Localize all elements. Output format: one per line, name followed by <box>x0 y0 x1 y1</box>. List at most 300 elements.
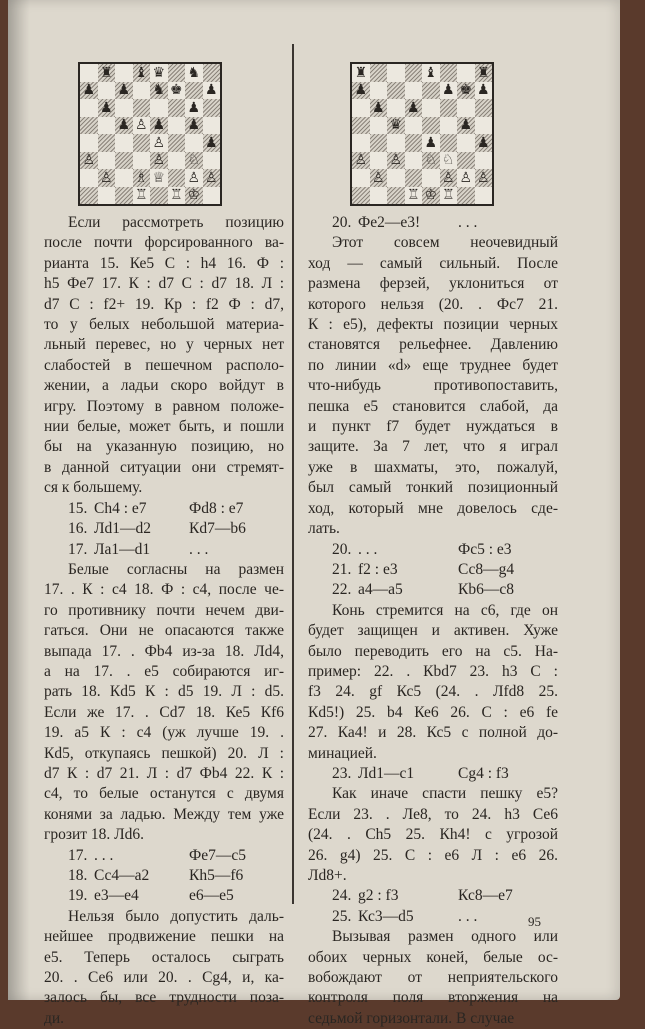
black-move: . . . <box>189 540 209 558</box>
board-square <box>387 99 405 117</box>
board-square <box>133 64 151 82</box>
white-move: Лd1—с1 <box>358 764 415 782</box>
board-square <box>80 99 98 117</box>
text-line: вобождают от неприятельского <box>308 969 558 987</box>
chess-piece-icon: ♟ <box>82 82 96 99</box>
chess-piece-icon: ♙ <box>459 169 473 186</box>
board-square <box>457 169 475 187</box>
text-line: становятся рельефнее. Давлению <box>308 336 558 354</box>
board-square <box>457 99 475 117</box>
empty-square <box>440 117 458 135</box>
board-square <box>405 99 423 117</box>
empty-square <box>457 134 475 152</box>
text-line: 19. а5 К : с4 (уж лучше 19. . <box>44 724 284 742</box>
board-square <box>98 117 116 135</box>
chess-piece-icon: ♟ <box>117 82 131 99</box>
board-square <box>352 64 370 82</box>
text-line: а на 17. . е5 собираются иг- <box>44 662 284 680</box>
move-line <box>308 540 558 560</box>
board-square <box>168 152 186 170</box>
empty-square <box>98 187 116 205</box>
empty-square <box>457 187 475 205</box>
left-column-text <box>44 213 284 1029</box>
text-line: по линии «d» еще труднее будет <box>308 356 558 374</box>
empty-square <box>80 64 98 82</box>
column-divider <box>292 44 294 904</box>
empty-square <box>422 99 440 117</box>
chess-piece-icon: ♕ <box>152 169 166 186</box>
white-move: Ла1—d1 <box>94 540 151 558</box>
board-square <box>133 169 151 187</box>
board-square <box>405 82 423 100</box>
move-line <box>308 560 558 580</box>
text-line: льный перевес, но у черных нет <box>44 336 284 354</box>
empty-square <box>405 64 423 82</box>
black-move: Фс5 : е3 <box>458 540 512 558</box>
text-line: Кd5, откупаясь пешкой) 20. Л : <box>44 744 284 762</box>
board-square <box>185 99 203 117</box>
empty-square <box>133 134 151 152</box>
empty-square <box>115 134 133 152</box>
white-move: Сh4 : е7 <box>94 499 147 517</box>
chess-diagram-left <box>78 62 222 206</box>
empty-square <box>80 134 98 152</box>
board-square <box>133 99 151 117</box>
board-square <box>185 152 203 170</box>
move-number: 16. <box>68 520 88 538</box>
board-square <box>352 134 370 152</box>
board-square <box>80 82 98 100</box>
board-square <box>133 187 151 205</box>
text-line: жении, а ладьи скоро войдут в <box>44 377 284 395</box>
chess-piece-icon: ♙ <box>371 169 385 186</box>
board-square <box>168 117 186 135</box>
board-square <box>457 134 475 152</box>
empty-square <box>115 99 133 117</box>
board-square <box>203 134 221 152</box>
board-square <box>475 64 493 82</box>
move-number: 17. <box>68 846 88 864</box>
board-square <box>440 99 458 117</box>
board-square <box>370 152 388 170</box>
board-square <box>405 187 423 205</box>
board-square <box>440 134 458 152</box>
board-square <box>185 187 203 205</box>
empty-square <box>185 134 203 152</box>
board-square <box>352 169 370 187</box>
empty-square <box>387 187 405 205</box>
text-line: которого нельзя (20. . Фс7 21. <box>308 295 558 313</box>
empty-square <box>80 117 98 135</box>
empty-square <box>185 82 203 100</box>
empty-square <box>168 152 186 170</box>
chess-piece-icon: ♙ <box>82 152 96 169</box>
empty-square <box>387 99 405 117</box>
board-square <box>405 152 423 170</box>
empty-square <box>98 117 116 135</box>
text-line: и пункт f7 будет нуждаться в <box>308 418 558 436</box>
white-move: . . . <box>94 846 114 864</box>
chess-piece-icon: ♝ <box>134 64 148 81</box>
empty-square <box>150 99 168 117</box>
text-line: нии белые, может быть, и пошли <box>44 418 284 436</box>
board-square <box>98 82 116 100</box>
text-line: К : е5), дефекты позиции черных <box>308 316 558 334</box>
black-move: Кb6—с8 <box>458 581 514 599</box>
chess-piece-icon: ♗ <box>134 169 148 186</box>
board-square <box>168 99 186 117</box>
board-square <box>440 82 458 100</box>
board-square <box>440 64 458 82</box>
text-line: седьмой горизонтали. В случае <box>308 1009 515 1027</box>
board-square <box>150 152 168 170</box>
board-square <box>440 169 458 187</box>
board-square <box>422 134 440 152</box>
move-line <box>44 846 284 866</box>
chess-piece-icon: ♖ <box>441 187 455 204</box>
white-move: f2 : е3 <box>358 560 398 578</box>
board-square <box>352 82 370 100</box>
text-line: f3 24. gf Кс5 (24. . Лfd8 25. <box>308 683 558 701</box>
empty-square <box>387 169 405 187</box>
chess-piece-icon: ♘ <box>187 152 201 169</box>
empty-square <box>370 117 388 135</box>
board-square <box>457 82 475 100</box>
empty-square <box>370 152 388 170</box>
empty-square <box>387 64 405 82</box>
empty-square <box>475 187 493 205</box>
board-square <box>80 64 98 82</box>
text-line: Если же 17. . Сd7 18. Ке5 Кf6 <box>44 703 284 721</box>
empty-square <box>352 187 370 205</box>
chess-piece-icon: ♙ <box>389 152 403 169</box>
board-square <box>115 82 133 100</box>
text-line: е5. Теперь осталось сыграть <box>44 948 284 966</box>
text-line: будет защищен и активен. Хуже <box>308 622 558 640</box>
move-number: 23. <box>332 764 352 782</box>
board-square <box>133 134 151 152</box>
chess-piece-icon: ♙ <box>187 169 201 186</box>
text-line: грозит 18. Лd6. <box>44 826 145 844</box>
chess-piece-icon: ♙ <box>354 152 368 169</box>
empty-square <box>80 187 98 205</box>
board-square <box>422 187 440 205</box>
empty-square <box>98 152 116 170</box>
board-square <box>115 64 133 82</box>
chess-piece-icon: ♙ <box>204 169 218 186</box>
move-line <box>308 886 558 906</box>
empty-square <box>115 187 133 205</box>
chess-piece-icon: ♚ <box>169 82 183 99</box>
board-square <box>370 64 388 82</box>
page-number: 95 <box>528 914 541 929</box>
empty-square <box>133 99 151 117</box>
board-square <box>185 117 203 135</box>
black-move: . . . <box>458 214 478 231</box>
text-line: контроля поля вторжения на <box>308 989 558 1007</box>
board-square <box>387 187 405 205</box>
empty-square <box>168 99 186 117</box>
chess-piece-icon: ♟ <box>187 99 201 116</box>
board-square <box>370 117 388 135</box>
text-line: d7 К : d7 21. Л : d7 Фb4 22. К : <box>44 764 284 782</box>
empty-square <box>405 82 423 100</box>
text-line: слабостей в пешечном располо- <box>44 356 284 374</box>
empty-square <box>203 187 221 205</box>
chess-piece-icon: ♝ <box>424 64 438 81</box>
empty-square <box>440 134 458 152</box>
board-square <box>422 64 440 82</box>
move-number: 20. <box>332 214 352 231</box>
empty-square <box>203 64 221 82</box>
empty-square <box>168 64 186 82</box>
board-square <box>115 117 133 135</box>
board-square <box>115 187 133 205</box>
text-line: d7 С : f2+ 19. Кр : f2 Ф : d7, <box>44 295 284 313</box>
chess-piece-icon: ♛ <box>152 64 166 81</box>
board-square <box>80 134 98 152</box>
board-square <box>422 99 440 117</box>
chess-piece-icon: ♟ <box>204 82 218 99</box>
empty-square <box>168 169 186 187</box>
board-square <box>387 64 405 82</box>
white-move: а4—а5 <box>358 581 403 599</box>
chess-piece-icon: ♟ <box>459 117 473 134</box>
board-square <box>457 117 475 135</box>
board-square <box>115 134 133 152</box>
empty-square <box>115 64 133 82</box>
chess-piece-icon: ♞ <box>152 82 166 99</box>
board-square <box>203 99 221 117</box>
chess-piece-icon: ♟ <box>187 117 201 134</box>
text-line: h5 Фе7 17. К : d7 С : d7 18. Л : <box>44 275 284 293</box>
empty-square <box>115 169 133 187</box>
board-square <box>370 134 388 152</box>
board-square <box>422 169 440 187</box>
text-line: гаться. Они не опасаются также <box>44 622 284 640</box>
text-line: Конь стремится на с6, где он <box>332 601 558 619</box>
board-square <box>475 152 493 170</box>
board-square <box>115 169 133 187</box>
board-square <box>405 169 423 187</box>
text-line: размена ферзей, уклониться от <box>308 275 558 293</box>
chess-piece-icon: ♜ <box>99 64 113 81</box>
move-line <box>308 907 558 927</box>
text-line: нейшее продвижение пешки на <box>44 928 284 946</box>
board-square <box>98 152 116 170</box>
move-number: 19. <box>68 887 88 905</box>
board-square <box>405 134 423 152</box>
text-line: залось бы, все трудности поза- <box>44 989 284 1007</box>
chess-piece-icon: ♟ <box>117 117 131 134</box>
chess-piece-icon: ♟ <box>99 99 113 116</box>
board-square <box>185 64 203 82</box>
board-square <box>98 187 116 205</box>
black-move: Кh5—f6 <box>189 867 244 884</box>
text-line: бы на указанную позицию, но <box>44 438 284 456</box>
empty-square <box>457 99 475 117</box>
board-square <box>168 134 186 152</box>
chess-piece-icon: ♙ <box>152 152 166 169</box>
board-square <box>352 117 370 135</box>
white-move: g2 : f3 <box>358 887 399 905</box>
black-move: Сg4 : f3 <box>458 764 509 782</box>
board-square <box>115 152 133 170</box>
white-move: . . . <box>358 540 378 558</box>
text-line: игру. Поэтому в равном положе- <box>44 397 284 415</box>
text-line: уже в шахматы, это, пожалуй, <box>308 458 558 476</box>
board-square <box>475 134 493 152</box>
board-square <box>150 99 168 117</box>
black-move: Кd7—b6 <box>189 520 246 538</box>
chess-piece-icon: ♟ <box>204 134 218 151</box>
board-square <box>352 99 370 117</box>
text-line: конями за ладью. Между тем уже <box>44 805 284 823</box>
board-square <box>203 169 221 187</box>
chess-piece-icon: ♔ <box>187 187 201 204</box>
chess-piece-icon: ♚ <box>459 82 473 99</box>
move-number: 18. <box>68 867 88 884</box>
empty-square <box>98 82 116 100</box>
chess-piece-icon: ♔ <box>424 187 438 204</box>
text-line: обоих черных коней, белые ос- <box>308 948 558 966</box>
chess-piece-icon: ♖ <box>169 187 183 204</box>
white-move: Лd1—d2 <box>94 520 152 538</box>
empty-square <box>150 187 168 205</box>
board-square <box>150 117 168 135</box>
board-square <box>80 169 98 187</box>
board-square <box>185 169 203 187</box>
empty-square <box>133 82 151 100</box>
chess-piece-icon: ♟ <box>441 82 455 99</box>
board-square <box>440 117 458 135</box>
text-line: Белые согласны на размен <box>68 560 284 578</box>
board-square <box>80 152 98 170</box>
empty-square <box>440 64 458 82</box>
text-line: Этот совсем неочевидный <box>332 234 558 252</box>
board-square <box>203 82 221 100</box>
text-line: Если рассмотреть позицию <box>68 214 284 231</box>
board-square <box>457 152 475 170</box>
empty-square <box>203 152 221 170</box>
chess-piece-icon: ♟ <box>476 134 490 151</box>
board-square <box>203 152 221 170</box>
chess-piece-icon: ♖ <box>134 187 148 204</box>
black-move: Фd8 : е7 <box>189 499 244 517</box>
board-square <box>98 169 116 187</box>
move-line <box>308 213 558 233</box>
empty-square <box>405 169 423 187</box>
board-square <box>370 99 388 117</box>
chess-piece-icon: ♙ <box>152 134 166 151</box>
move-line <box>44 540 284 560</box>
text-line: лать. <box>308 520 340 538</box>
board-square <box>168 82 186 100</box>
empty-square <box>168 134 186 152</box>
board-square <box>370 82 388 100</box>
empty-square <box>370 82 388 100</box>
text-line: ся к большему. <box>44 479 143 497</box>
board-square <box>80 117 98 135</box>
text-line: ди. <box>44 1009 65 1027</box>
empty-square <box>80 99 98 117</box>
board-square <box>352 187 370 205</box>
move-line <box>308 764 558 784</box>
empty-square <box>422 82 440 100</box>
board-square <box>150 187 168 205</box>
empty-square <box>475 99 493 117</box>
text-line: Если 23. . Ле8, то 24. h3 Се6 <box>308 805 558 823</box>
board-square <box>203 64 221 82</box>
white-move: е3—е4 <box>94 887 139 905</box>
board-square <box>475 117 493 135</box>
empty-square <box>370 187 388 205</box>
chess-piece-icon: ♟ <box>406 99 420 116</box>
text-line: Вызывая размен одного или <box>332 928 558 946</box>
chess-piece-icon: ♞ <box>187 64 201 81</box>
text-line: выпада 17. . Фb4 из-за 18. Лd4, <box>44 642 284 660</box>
board-square <box>422 82 440 100</box>
text-line: 17. . К : с4 18. Ф : с4, после че- <box>44 581 284 599</box>
empty-square <box>440 99 458 117</box>
move-number: 15. <box>68 499 88 517</box>
board-square <box>168 169 186 187</box>
empty-square <box>370 64 388 82</box>
black-move: Сс8—g4 <box>458 560 515 578</box>
chess-piece-icon: ♙ <box>134 117 148 134</box>
board-square <box>405 117 423 135</box>
empty-square <box>387 82 405 100</box>
empty-square <box>422 117 440 135</box>
chess-piece-icon: ♙ <box>99 169 113 186</box>
empty-square <box>352 117 370 135</box>
board-square <box>185 82 203 100</box>
board-square <box>457 64 475 82</box>
empty-square <box>457 64 475 82</box>
text-line: 26. g4) 25. С : е6 Л : е6 26. <box>308 846 558 864</box>
board-square <box>387 82 405 100</box>
text-line: Кd5!) 25. b4 Ке6 26. С : е6 fe <box>308 703 558 721</box>
text-line: рать 18. Кd5 К : d5 19. Л : d5. <box>44 683 284 701</box>
board-square <box>387 169 405 187</box>
white-move: Сс4—а2 <box>94 867 150 884</box>
board-square <box>457 187 475 205</box>
board-square <box>203 117 221 135</box>
empty-square <box>203 99 221 117</box>
empty-square <box>80 169 98 187</box>
chess-piece-icon: ♟ <box>424 134 438 151</box>
right-column-text <box>308 213 558 1029</box>
text-line: 20. . Се6 или 20. . Сg4, и, ка- <box>44 969 284 987</box>
text-line: что-нибудь противопоставить, <box>308 377 558 395</box>
black-move: . . . <box>458 907 478 925</box>
board-square <box>133 117 151 135</box>
empty-square <box>133 152 151 170</box>
empty-square <box>352 169 370 187</box>
black-move: е6—е5 <box>189 887 234 905</box>
black-move: Кс8—е7 <box>458 887 513 905</box>
text-line: минацией. <box>308 744 377 762</box>
chess-piece-icon: ♛ <box>389 117 403 134</box>
move-number: 24. <box>332 887 352 905</box>
empty-square <box>387 134 405 152</box>
board-square <box>475 99 493 117</box>
gutter-shadow <box>8 0 30 1000</box>
empty-square <box>98 134 116 152</box>
board-square <box>80 187 98 205</box>
move-number: 25. <box>332 907 352 925</box>
board-square <box>475 169 493 187</box>
